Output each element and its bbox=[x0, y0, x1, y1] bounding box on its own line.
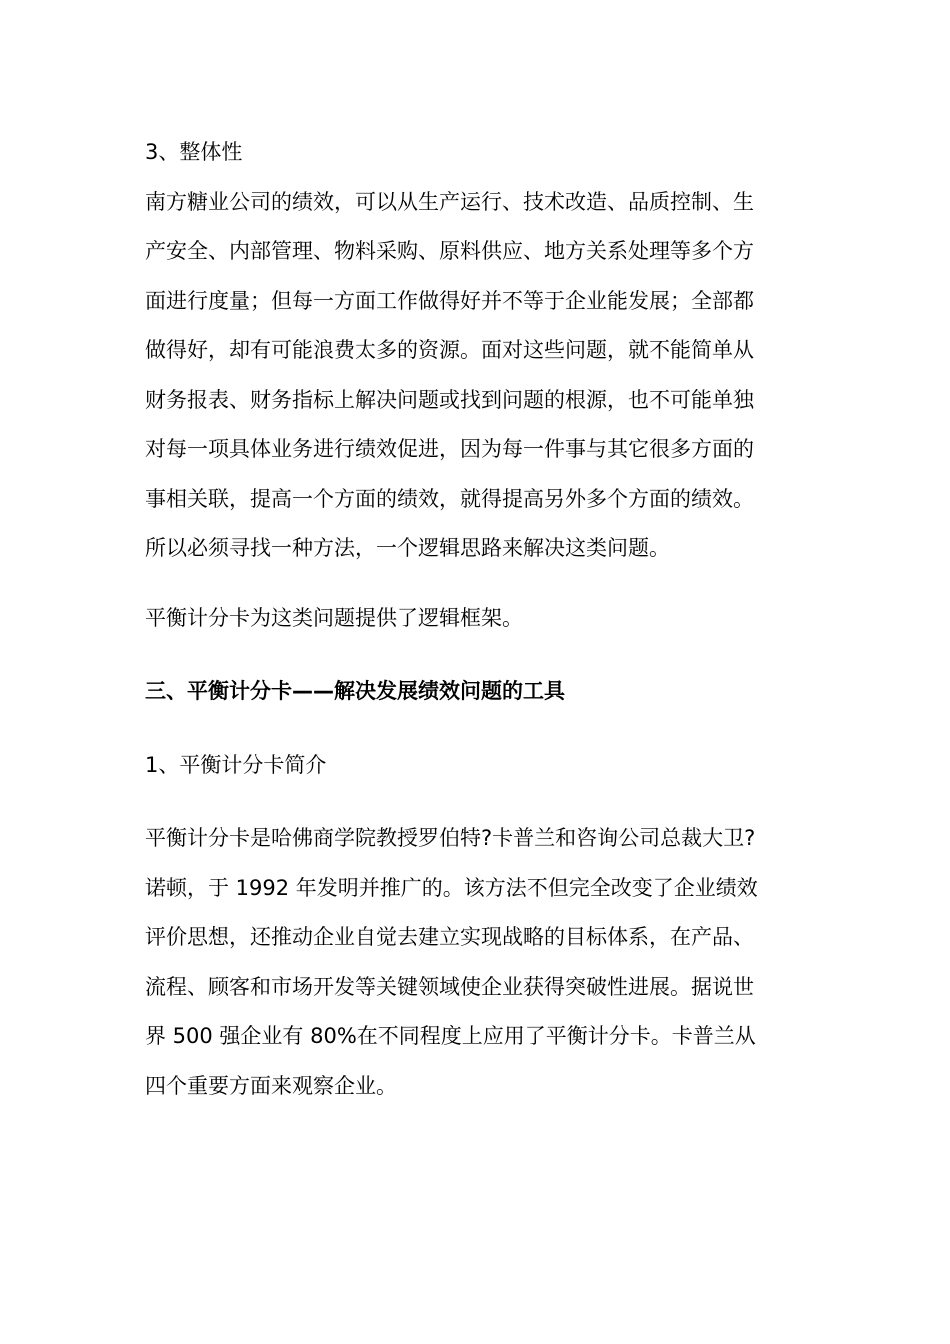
paragraph-line: 产安全、内部管理、物料采购、原料供应、地方关系处理等多个方 bbox=[145, 239, 754, 263]
paragraph-line: 事相关联，提高一个方面的绩效，就得提高另外多个方面的绩效。 bbox=[145, 486, 754, 511]
paragraph-bsc-intro bbox=[145, 814, 805, 1111]
paragraph-line: 财务报表、财务指标上解决问题或找到问题的根源，也不可能单独 bbox=[145, 387, 754, 412]
paragraph-line: 平衡计分卡是哈佛商学院教授罗伯特?卡普兰和咨询公司总裁大卫? bbox=[145, 826, 756, 850]
paragraph-line: 四个重要方面来观察企业。 bbox=[145, 1073, 397, 1098]
paragraph-line: 面进行度量；但每一方面工作做得好并不等于企业能发展；全部都 bbox=[145, 288, 754, 313]
subsection-title: 1、平衡计分卡简介 bbox=[145, 752, 327, 777]
paragraph-line: 对每一项具体业务进行绩效促进，因为每一件事与其它很多方面的 bbox=[145, 437, 754, 461]
paragraph-line: 所以必须寻找一种方法，一个逻辑思路来解决这类问题。 bbox=[145, 536, 670, 560]
chapter-heading: 三、平衡计分卡——解决发展绩效问题的工具 bbox=[145, 679, 565, 703]
document-page bbox=[145, 128, 805, 1111]
paragraph-line: 流程、顾客和市场开发等关键领域使企业获得突破性进展。据说世 bbox=[145, 974, 754, 999]
paragraph-line: 做得好，却有可能浪费太多的资源。面对这些问题，就不能简单从 bbox=[145, 338, 754, 362]
paragraph-line: 评价思想，还推动企业自觉去建立实现战略的目标体系，在产品、 bbox=[145, 925, 754, 949]
paragraph-framework: 平衡计分卡为这类问题提供了逻辑框架。 bbox=[145, 605, 523, 630]
paragraph-performance bbox=[145, 178, 805, 574]
paragraph-line: 界 500 强企业有 80%在不同程度上应用了平衡计分卡。卡普兰从 bbox=[145, 1024, 756, 1048]
paragraph-line: 诺顿，于 1992 年发明并推广的。该方法不但完全改变了企业绩效 bbox=[145, 875, 758, 900]
paragraph-line: 南方糖业公司的绩效，可以从生产运行、技术改造、品质控制、生 bbox=[145, 189, 754, 214]
section-title: 3、整体性 bbox=[145, 140, 243, 164]
